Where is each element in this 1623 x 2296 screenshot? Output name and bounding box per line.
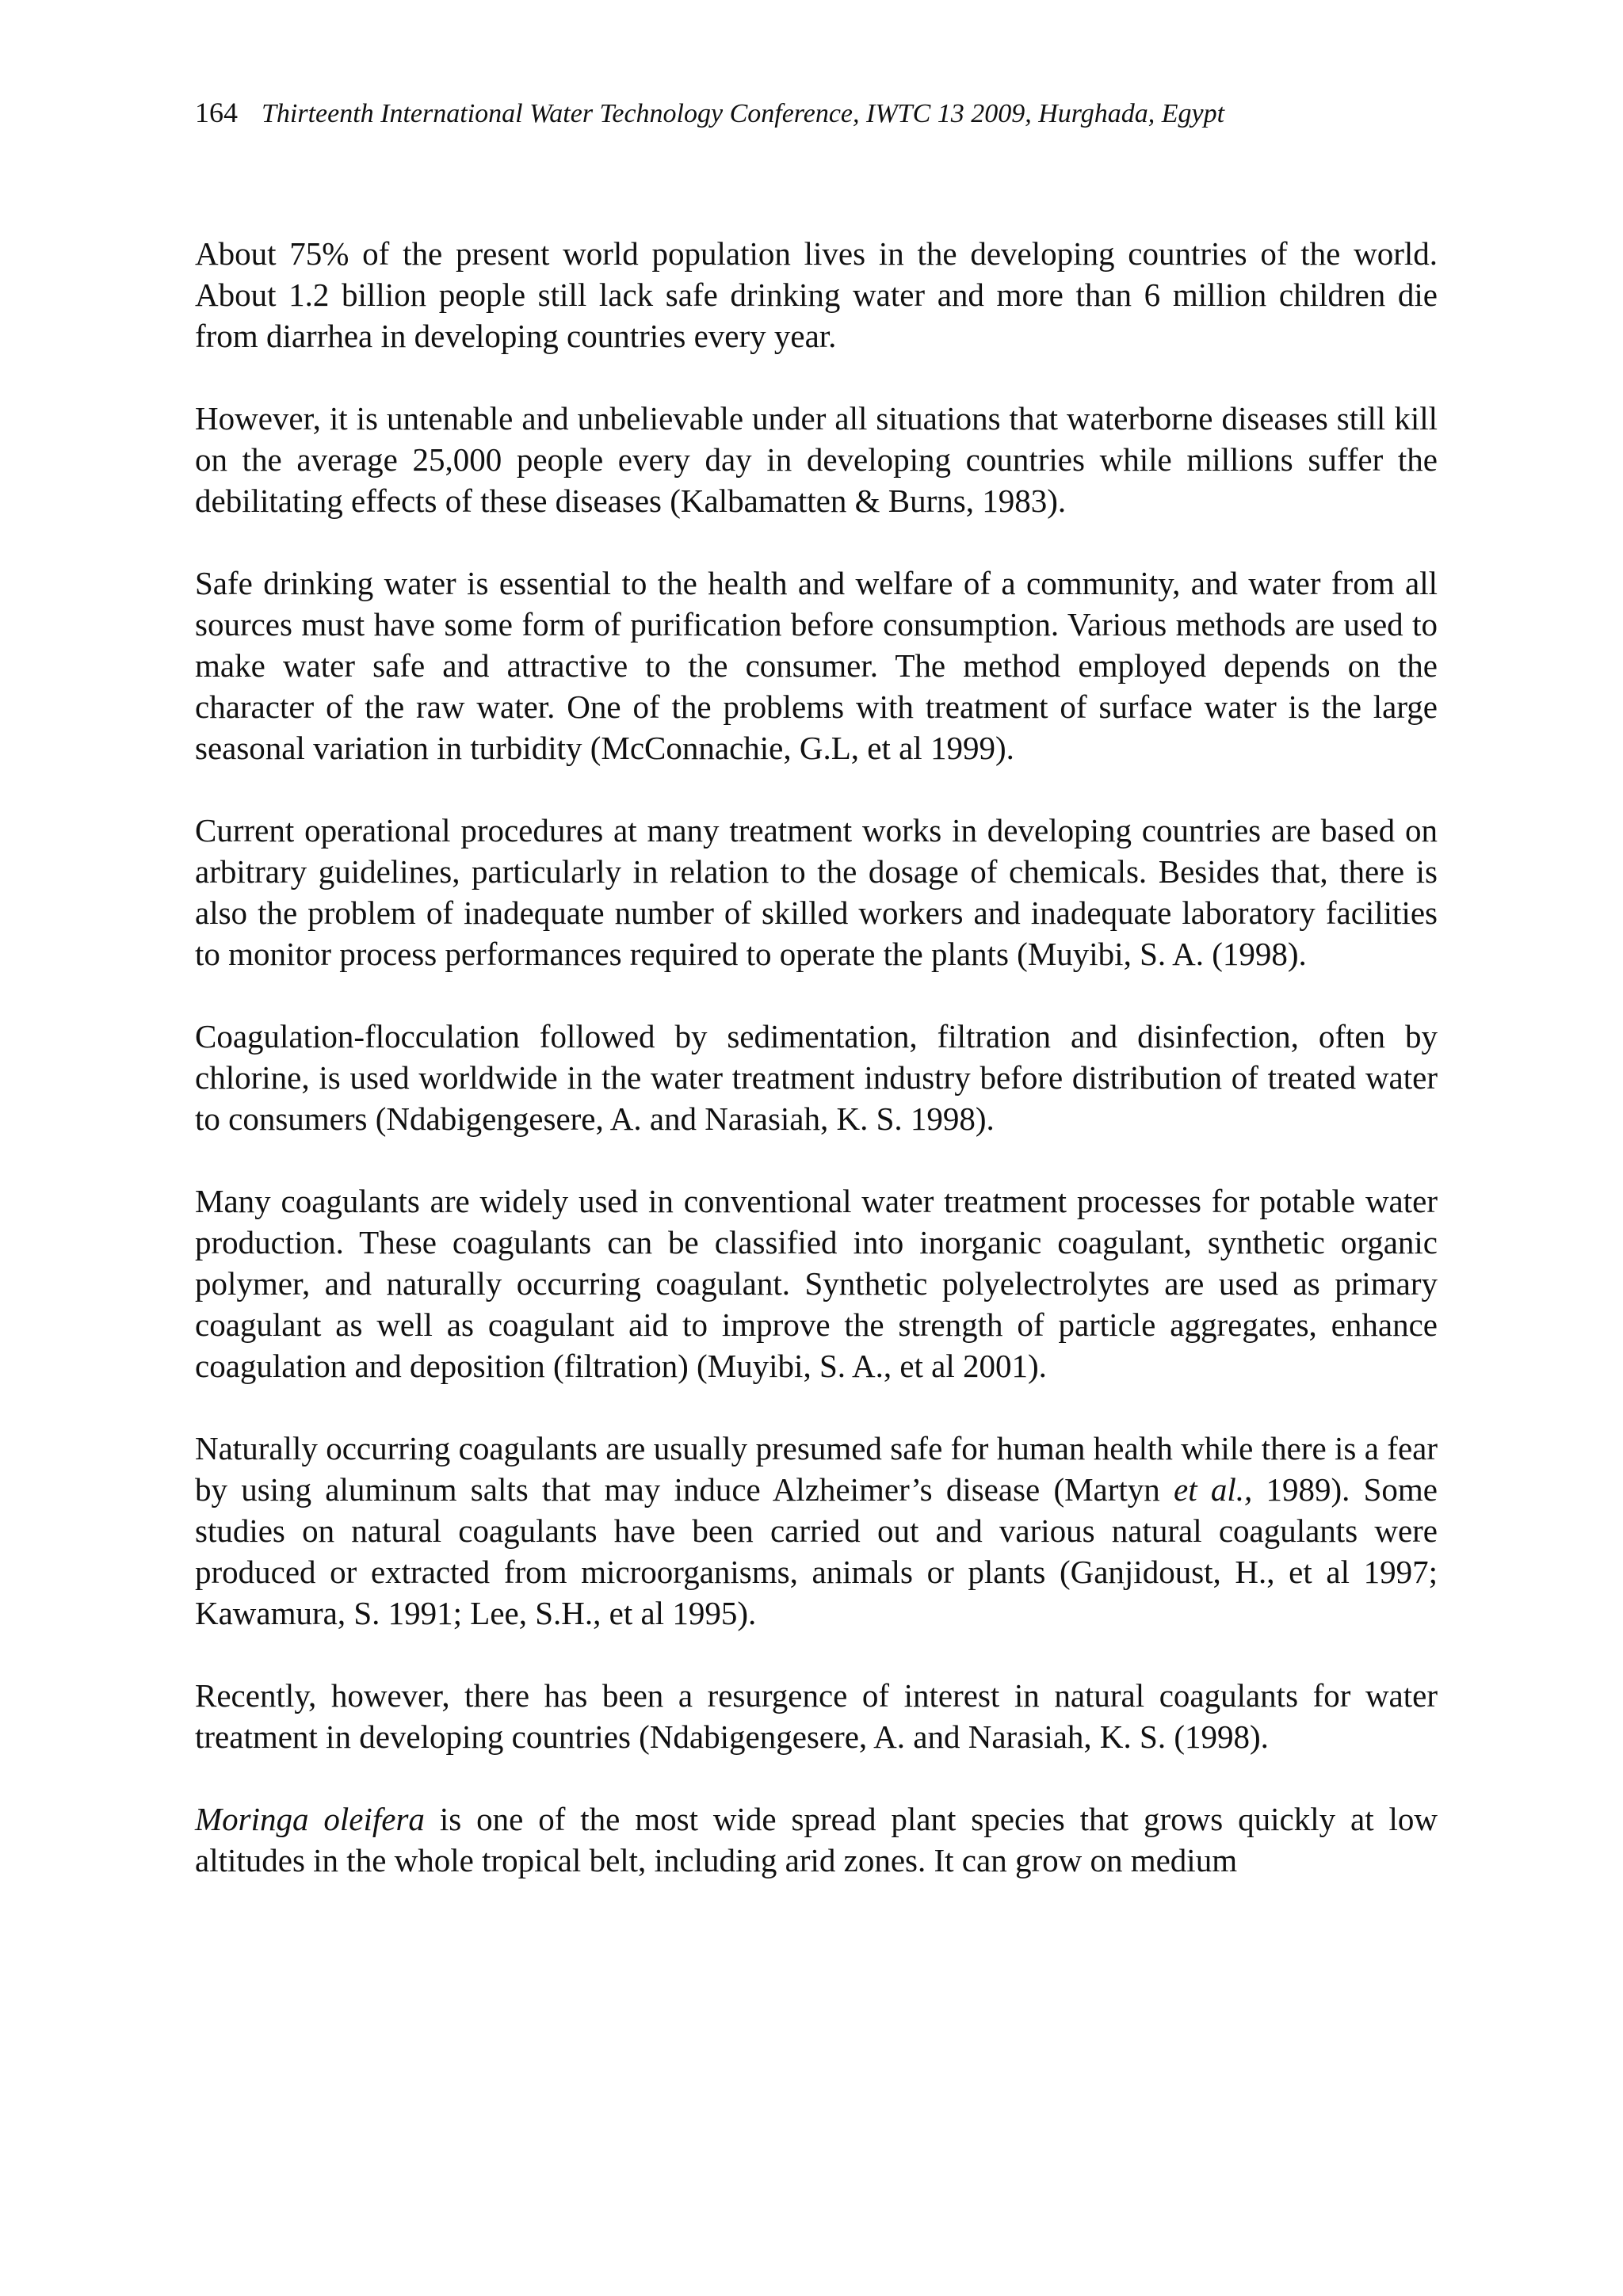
paragraph-moringa [195, 1798, 1438, 1881]
paragraph-waterborne-diseases: However, it is untenable and unbelievable under all situations that waterborne diseases still kill on the average 25,000 people every day in developing countries while millions suffer the debilitating effects of these diseases (Kalbamatten & Burns, 1983). [195, 400, 1438, 519]
paragraph-natural-coagulants-start: Naturally occurring coagulants are usually presumed safe for human health while there is a fear by using aluminum salts that may induce Alzheimer’s disease (Martyn [195, 1430, 1438, 1508]
paragraph-resurgence: Recently, however, there has been a resurgence of interest in natural coagulants for water treatment in developing countries (Ndabigengesere, A. and Narasiah, K. S. (1998). [195, 1677, 1438, 1755]
paragraph-safe-drinking-water: Safe drinking water is essential to the health and welfare of a community, and water from all sources must have some form of purification before consumption. Various methods are used to make water safe and attractive to the consumer. The method employed depends on the character of the raw water. One of the problems with treatment of surface water is the large seasonal variation in turbidity (McConnachie, G.L, et al 1999). [195, 565, 1438, 766]
running-header [195, 93, 1431, 133]
et-al-italic: et al., [1174, 1471, 1253, 1508]
paragraph-coagulation-flocculation: Coagulation-flocculation followed by sedimentation, filtration and disinfection, often by chlorine, is used worldwide in the water treatment industry before distribution of treated water to consumers (Ndabigengesere, A. and Narasiah, K. S. 1998). [195, 1018, 1438, 1137]
body-text [195, 233, 1438, 1922]
paragraph-natural-coagulants [195, 1428, 1438, 1634]
paragraph-coagulants: Many coagulants are widely used in conventional water treatment processes for potable water production. These coagulants can be classified into inorganic coagulant, synthetic organic polymer, and naturally occurring coagulant. Synthetic polyelectrolytes are used as primary coagulant as well as coagulant aid to improve the strength of particle aggregates, enhance coagulation and deposition (filtration) (Muyibi, S. A., et al 2001). [195, 1183, 1438, 1384]
paragraph-operational-procedures: Current operational procedures at many treatment works in developing countries are based on arbitrary guidelines, particularly in relation to the dosage of chemicals. Besides that, there is also the problem of inadequate number of skilled workers and inadequate laboratory facilities to monitor process performances required to operate the plants (Muyibi, S. A. (1998). [195, 812, 1438, 972]
species-name-italic: Moringa oleifera [195, 1801, 425, 1837]
header-title: Thirteenth International Water Technology Conference, IWTC 13 2009, Hurghada, Egypt [262, 99, 1225, 128]
paragraph-moringa-text: is one of the most wide spread plant species that grows quickly at low altitudes in the whole tropical belt, including arid zones. It can grow on medium [195, 1801, 1438, 1878]
page-number: 164 [195, 97, 238, 128]
paragraph-population: About 75% of the present world population lives in the developing countries of the world. About 1.2 billion people still lack safe drinking water and more than 6 million children die from diarrhea in developing countries every year. [195, 235, 1438, 354]
paragraph-natural-coagulants-end: 1989). Some studies on natural coagulants have been carried out and various natural coagulants were produced or extracted from microorganisms, animals or plants (Ganjidoust, H., et al 1997; Kawamura, S. 1991; Lee, S.H., et al 1995). [195, 1471, 1438, 1631]
